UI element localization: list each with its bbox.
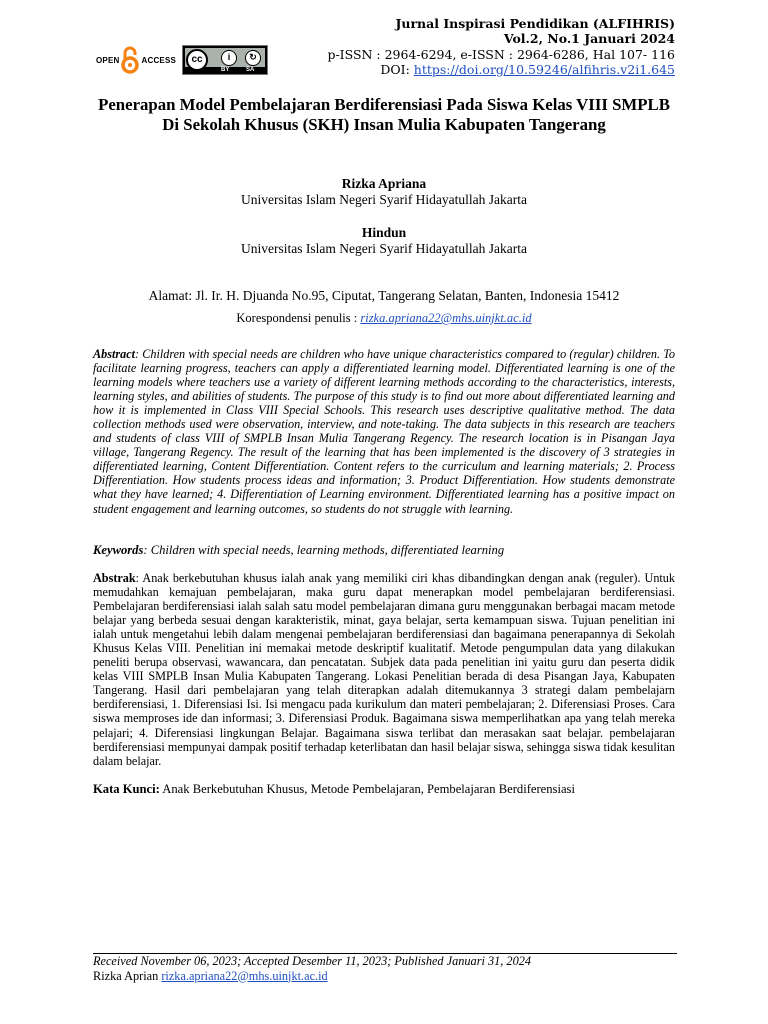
paper-title: Penerapan Model Pembelajaran Berdiferensiasi Pada Siswa Kelas VIII SMPLB Di Sekolah Khusus (SKH) Insan Mulia Kabupaten Tangerang (98, 95, 670, 134)
author-block-2 (93, 225, 675, 257)
journal-volume: Vol.2, No.1 Januari 2024 (503, 31, 675, 47)
author-name: Hindun (361, 225, 407, 240)
open-access-left-text: OPEN (96, 55, 120, 65)
cc-icon: cc (186, 49, 208, 71)
keywords-en-label: Keywords (93, 543, 144, 557)
footer-dates: Received November 06, 2023; Accepted Desember 11, 2023; Published Januari 31, 2024 (93, 954, 532, 968)
keywords-en (93, 543, 675, 557)
author-name: Rizka Apriana (341, 176, 427, 191)
author-affiliation: Universitas Islam Negeri Syarif Hidayatullah Jakarta (240, 192, 528, 207)
open-access-logo (96, 45, 176, 75)
cc-sa-label: SA (246, 67, 255, 73)
license-logos (96, 44, 268, 76)
abstract-en-label: Abstract (93, 347, 135, 361)
by-attribution-icon: i (221, 50, 237, 66)
footer-author (93, 969, 531, 984)
cc-by-sa-badge (182, 45, 268, 75)
abstract-id (93, 571, 675, 768)
journal-name: Jurnal Inspirasi Pendidikan (ALFIHRIS) (395, 16, 675, 31)
footer-email[interactable]: rizka.apriana22@mhs.uinjkt.ac.id (161, 968, 328, 983)
correspondence-email[interactable]: rizka.apriana22@mhs.uinjkt.ac.id (360, 311, 532, 325)
abstract-en (93, 347, 675, 516)
keywords-id-text: Anak Berkebutuhan Khusus, Metode Pembelajaran, Pembelajaran Berdiferensiasi (159, 782, 575, 796)
share-alike-icon: ↻ (245, 50, 261, 66)
cc-by-label: BY (221, 67, 230, 73)
footer-author-name: Rizka Aprian (93, 968, 162, 983)
author-block-1 (93, 176, 675, 208)
abstract-en-text: : Children with special needs are children who have unique characteristics compared to (regular) children. To facilitate learning progress, teachers can apply a differentiated learning model. Differentiated learning is one of the learning models where teachers use a variety of different learning methods according to the characteristics, interests, learning styles, and abilities of students. The purpose of this study is to find out more about differentiated learning and how it is implemented in Class VIII Special Schools. This research uses descriptive qualitative method. The data collection methods used were observation, interview, and note-taking. The data subjects in this research are teachers and students of class VIII of SMPLB Insan Mulia Tangerang Regency. The research location is in Pisangan Jaya village, Tangerang Regency. The result of the learning that has been implemented is the discovery of 3 strategies in differentiated learning, Content Differentiation. Content refers to the curriculum and learning materials; 2. Process Differentiation. How students process ideas and information; 3. Product Differentiation. How students demonstrate what they have learned; 4. Differentiation of Learning environment. Differentiated learning has a positive impact on student engagement and learning outcomes, so students do not struggle with learning. (93, 347, 675, 516)
doi-link[interactable]: https://doi.org/10.59246/alfihris.v2i1.645 (413, 61, 675, 77)
correspondence (93, 311, 675, 326)
open-lock-icon (120, 45, 140, 75)
doi-label: DOI: (380, 61, 414, 77)
abstract-id-label: Abstrak (93, 571, 136, 585)
keywords-en-text: : Children with special needs, learning methods, differentiated learning (143, 543, 505, 557)
journal-issn: p-ISSN : 2964-6294, e-ISSN : 2964-6286, Hal 107- 116 (327, 46, 675, 62)
keywords-id-label: Kata Kunci: (93, 782, 160, 796)
open-access-right-text: ACCESS (141, 55, 177, 65)
journal-header (327, 16, 675, 77)
author-affiliation: Universitas Islam Negeri Syarif Hidayatullah Jakarta (240, 241, 528, 256)
footer (93, 954, 531, 983)
address: Alamat: Jl. Ir. H. Djuanda No.95, Ciputat, Tangerang Selatan, Banten, Indonesia 15412 (148, 288, 620, 303)
correspondence-label: Korespondensi penulis : (236, 311, 361, 325)
abstract-id-text: : Anak berkebutuhan khusus ialah anak yang memiliki ciri khas dibandingkan dengan anak (reguler). Untuk memudahkan kemajuan pembelajaran, maka guru dapat menerapkan model pembelajaran berdiferensiasi. Pembelajaran berdiferensiasi ialah salah satu model pembelajaran dimana guru menggunakan berbagai macam metode belajar yang berbeda sesuai dengan karakteristik, minat, gaya belajar, serta kemampuan siswa. Tujuan penelitian ini ialah untuk mengetahui lebih dalam mengenai pembelajaran berdiferensiasi dan bagaimana penerapannya di Sekolah Khusus Kelas VIII. Penelitian ini memakai metode deskriptif kualitatif. Metode pengumpulan data yang dilakukan peneliti berupa observasi, wawancara, dan pencatatan. Subjek data pada penelitian ini yaitu guru dan peserta didik kelas VIII SMPLB Insan Mulia Kabupaten Tangerang. Lokasi Penelitian berada di desa Pisangan Jaya, Kabupaten Tangerang. Hasil dari pembelajaran yang telah diterapkan adalah ditemukannya 3 strategi dalam pembelajarn berdiferensiasi, 1. Diferensiasi Isi. Isi mengacu pada kurikulum dan materi pembelajaran; 2. Diferensiasi Proses. Cara siswa memproses ide dan informasi; 3. Diferensiasi Produk. Bagaimana siswa memperlihatkan apa yang telah mereka pelajari; 4. Diferensiasi lingkungan Belajar. Bagaimana siswa terlibat dan merasakan saat belajar. pembelajaran berdiferensiasi mempunyai dampak positif terhadap keterlibatan dan hasil belajar siswa, sehingga siswa tidak kesulitan dalam belajar. (93, 571, 675, 768)
keywords-id (93, 782, 675, 796)
journal-doi (327, 62, 675, 77)
